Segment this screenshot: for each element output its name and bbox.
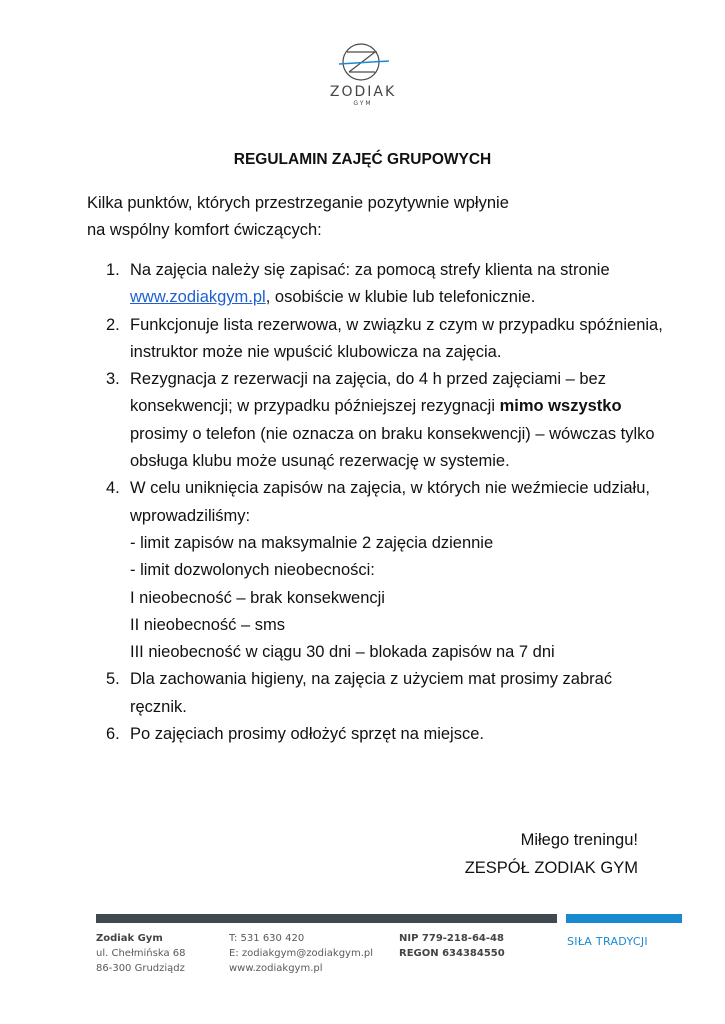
page-title: REGULAMIN ZAJĘĆ GRUPOWYCH <box>233 151 492 168</box>
rule-subline: - limit zapisów na maksymalnie 2 zajęcia dziennie <box>130 533 494 552</box>
footer-divider-dark <box>96 914 557 923</box>
footer-email: E: zodiakgym@zodiakgym.pl <box>229 948 374 959</box>
rule-text: W celu uniknięcia zapisów na zajęcia, w których nie weźmiecie udziału, wprowadziliśmy: <box>130 479 650 525</box>
footer-nip: NIP 779-218-64-48 <box>399 933 504 944</box>
intro-line-1: Kilka punktów, których przestrzeganie pozytywnie wpłynie <box>87 194 509 212</box>
footer-website: www.zodiakgym.pl <box>229 963 323 974</box>
rule-subline: II nieobecność – sms <box>130 615 285 634</box>
rule-subline: III nieobecność w ciągu 30 dni – blokada zapisów na 7 dni <box>130 643 555 662</box>
rule-text: Rezygnacja z rezerwacji na zajęcia, do 4 h przed zajęciami – bez konsekwencji; w przypadku późniejszej rezygnacji <box>130 370 606 416</box>
rule-text-bold: mimo wszystko <box>499 397 622 416</box>
logo-subtitle: GYM <box>353 100 373 107</box>
footer-address <box>96 931 186 976</box>
rule-item-5 <box>106 666 666 721</box>
website-link[interactable]: www.zodiakgym.pl <box>130 288 266 307</box>
rule-number: 5. <box>106 670 120 689</box>
rule-text: Po zajęciach prosimy odłożyć sprzęt na miejsce. <box>130 725 484 744</box>
footer-phone: T: 531 630 420 <box>229 933 305 944</box>
closing-greeting: Miłego treningu! <box>520 831 638 849</box>
footer-company: Zodiak Gym <box>96 933 163 944</box>
rule-subline: - limit dozwolonych nieobecności: <box>130 561 375 580</box>
rule-item-3 <box>106 366 666 475</box>
rule-text-continued: prosimy o telefon (nie oznacza on braku konsekwencji) – wówczas tylko obsługa klubu może usunąć rezerwację w systemie. <box>130 424 655 471</box>
rule-number: 4. <box>106 479 120 498</box>
rule-item-4 <box>106 475 666 666</box>
rule-text-continued: , osobiście w klubie lub telefonicznie. <box>265 288 536 307</box>
closing-signature <box>465 826 638 882</box>
closing-team: ZESPÓŁ ZODIAK GYM <box>464 859 638 877</box>
zodiak-gym-logo <box>318 40 408 115</box>
rule-number: 1. <box>106 261 120 279</box>
rules-list <box>106 257 666 748</box>
rule-item-1 <box>106 257 666 312</box>
footer-contact <box>229 931 373 976</box>
footer-street: ul. Chełmińska 68 <box>96 948 186 959</box>
zodiak-emblem-icon <box>335 40 391 84</box>
rule-item-2 <box>106 312 666 367</box>
rule-text: Funkcjonuje lista rezerwowa, w związku z czym w przypadku spóźnienia, instruktor może nie wpuścić klubowicza na zajęcia. <box>130 315 663 361</box>
rule-number: 6. <box>106 725 120 744</box>
footer-slogan: SIŁA TRADYCJI <box>567 935 648 948</box>
footer-registration <box>399 931 505 961</box>
rule-text: Dla zachowania higieny, na zajęcia z użyciem mat prosimy zabrać ręcznik. <box>130 670 613 716</box>
rule-item-6 <box>106 721 666 748</box>
footer-divider-accent <box>566 914 682 923</box>
intro-line-2: na wspólny komfort ćwiczących: <box>87 221 322 239</box>
rule-number: 3. <box>106 370 120 389</box>
intro-text <box>87 190 647 244</box>
footer-city: 86-300 Grudziądz <box>96 963 185 974</box>
footer-regon: REGON 634384550 <box>399 948 505 959</box>
rule-subline: I nieobecność – brak konsekwencji <box>130 588 385 607</box>
rule-text: Na zajęcia należy się zapisać: za pomocą strefy klienta na stronie <box>130 261 610 279</box>
rule-number: 2. <box>106 315 120 334</box>
logo-name: ZODIAK <box>329 84 397 100</box>
